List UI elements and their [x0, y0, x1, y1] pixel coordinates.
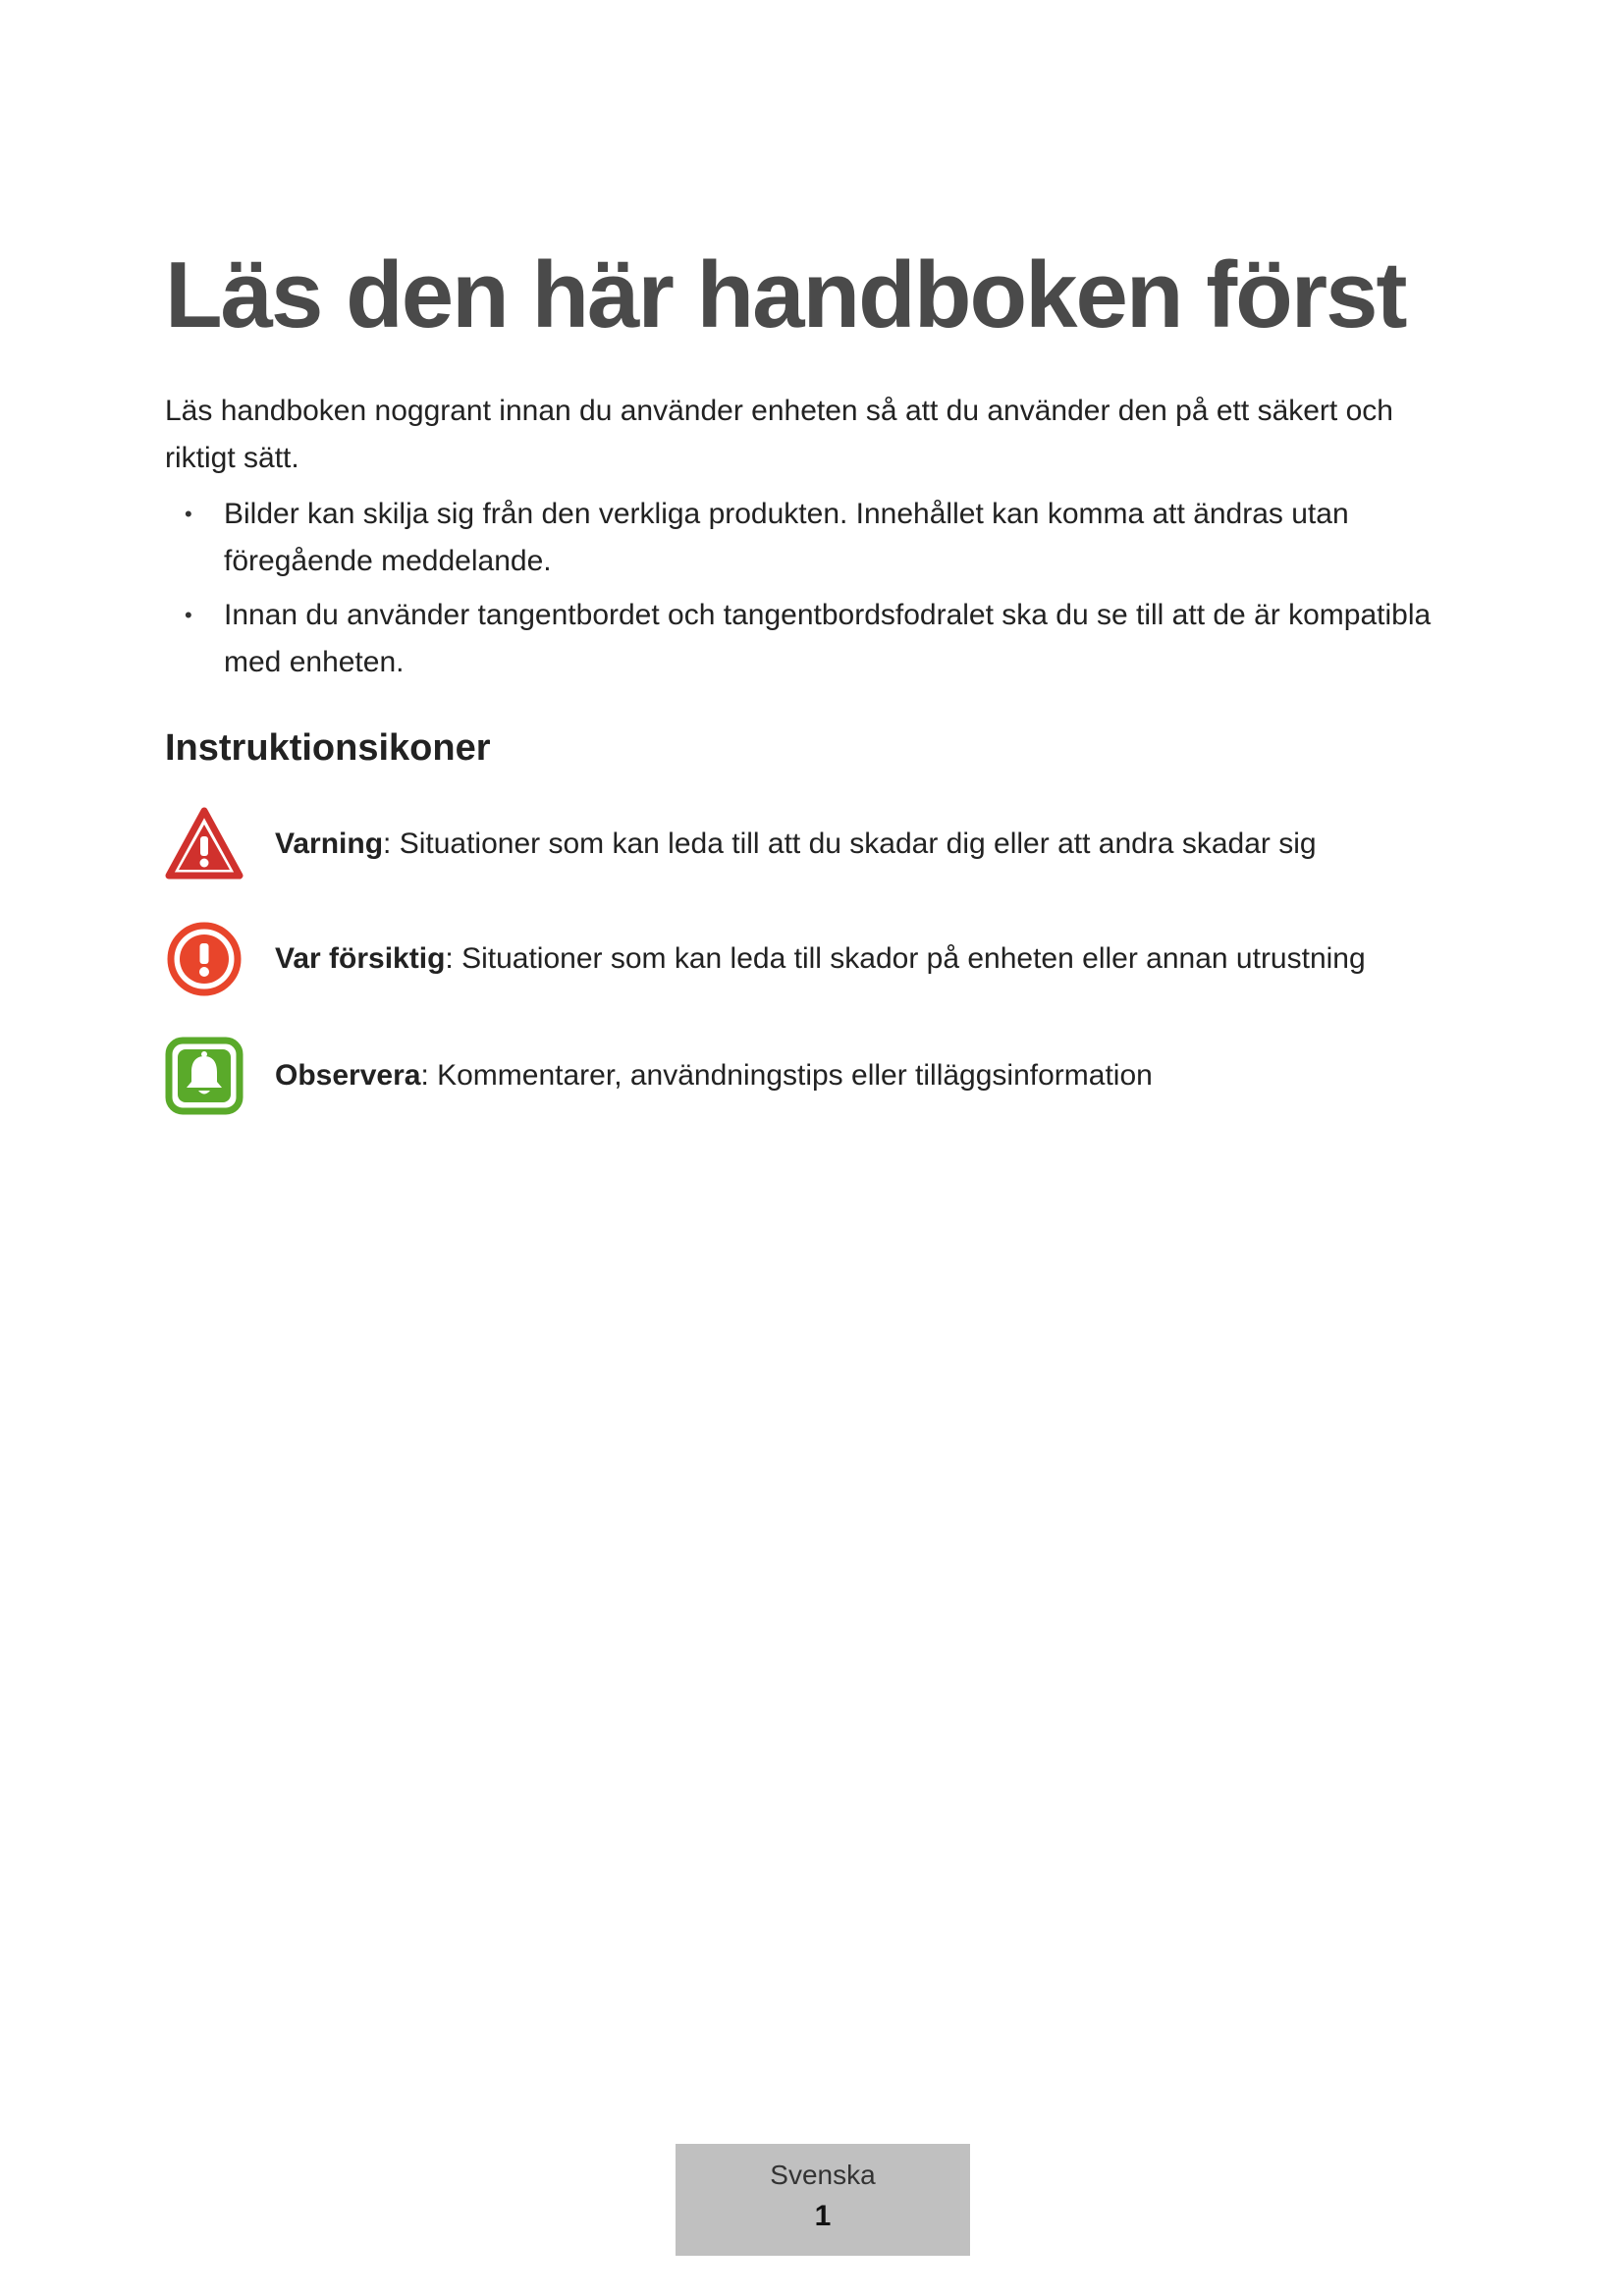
term-separator: : — [383, 828, 392, 860]
icon-row-note — [165, 1037, 1471, 1115]
icon-description — [275, 939, 1366, 979]
list-item — [165, 592, 1471, 686]
bullet-text: Innan du använder tangentbordet och tangentbordsfodralet ska du se till att de är kompatibla med enheten. — [224, 599, 1432, 678]
intro-paragraph: Läs handboken noggrant innan du använder enheten så att du använder den på ett säkert och riktigt sätt. — [165, 395, 1393, 474]
term-separator: : — [420, 1059, 429, 1092]
icon-term: Observera — [275, 1059, 421, 1092]
bullet-dot: • — [185, 502, 192, 526]
page-title: Läs den här handboken först — [165, 242, 1406, 347]
icon-description-text: Situationer som kan leda till skador på enheten eller annan utrustning — [453, 942, 1366, 975]
icon-row-caution — [165, 920, 1471, 998]
footer-language: Svenska — [770, 2160, 876, 2190]
icon-description — [275, 825, 1317, 864]
icon-description-text: Situationer som kan leda till att du skadar dig eller att andra skadar sig — [391, 828, 1317, 860]
icon-description-text: Kommentarer, användningstips eller tilläggsinformation — [428, 1059, 1153, 1092]
list-item — [165, 491, 1471, 585]
bullet-text: Bilder kan skilja sig från den verkliga produkten. Innehållet kan komma att ändras utan föregående meddelande. — [224, 498, 1349, 577]
page-footer — [676, 2144, 970, 2256]
bullet-list — [165, 491, 1471, 693]
icon-term: Varning — [275, 828, 384, 860]
note-bell-icon — [165, 1037, 244, 1115]
page-number: 1 — [814, 2200, 832, 2232]
section-heading: Instruktionsikoner — [165, 727, 491, 769]
caution-circle-icon — [165, 920, 244, 998]
icon-term: Var försiktig — [275, 942, 446, 975]
term-separator: : — [445, 942, 454, 975]
warning-triangle-icon — [165, 805, 244, 883]
icon-row-warning — [165, 805, 1471, 883]
bullet-dot: • — [185, 603, 192, 627]
icon-description — [275, 1056, 1153, 1095]
